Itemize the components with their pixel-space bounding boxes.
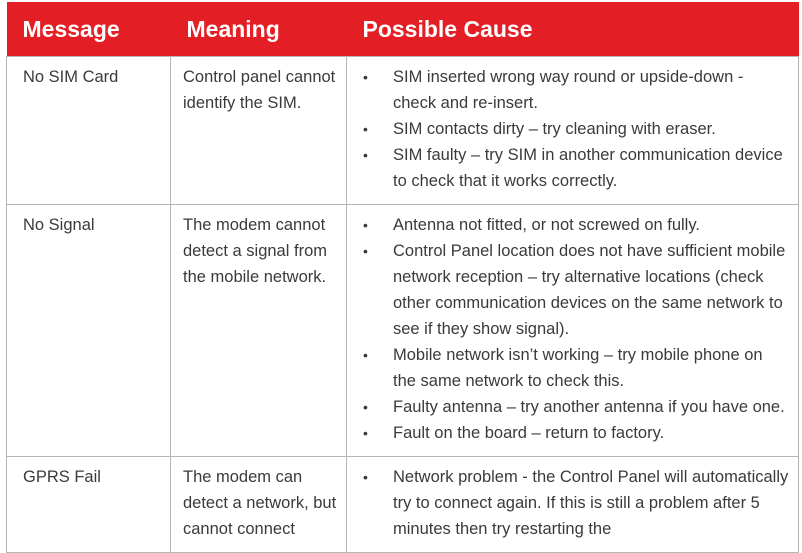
cause-item <box>357 394 790 420</box>
bullet-icon: • <box>363 243 368 259</box>
table-row <box>7 57 799 205</box>
table-row <box>7 205 799 457</box>
header-possible-cause: Possible Cause <box>347 2 799 57</box>
cause-text: Faulty antenna – try another antenna if you have one. <box>393 398 785 416</box>
cause-item <box>357 238 790 342</box>
header-message: Message <box>7 2 171 57</box>
header-meaning: Meaning <box>171 2 347 57</box>
cause-cell <box>347 457 799 553</box>
cause-text: Fault on the board – return to factory. <box>393 424 665 442</box>
cause-list <box>357 64 790 194</box>
meaning-cell: The modem can detect a network, but cannot connect <box>171 457 347 553</box>
meaning-cell: Control panel cannot identify the SIM. <box>171 57 347 205</box>
bullet-icon: • <box>363 121 368 137</box>
bullet-icon: • <box>363 469 368 485</box>
cause-text: Network problem - the Control Panel will automatically try to connect again. If this is still a problem after 5 minutes then try restarting the <box>393 468 789 538</box>
bullet-icon: • <box>363 399 368 415</box>
cause-text: Control Panel location does not have sufficient mobile network reception – try alternative locations (check other communication devices on the same network to see if they show signal). <box>393 242 786 338</box>
table-row <box>7 457 799 553</box>
bullet-icon: • <box>363 147 368 163</box>
cause-text: SIM inserted wrong way round or upside-down - check and re-insert. <box>393 68 744 112</box>
cause-item <box>357 342 790 394</box>
cause-cell <box>347 205 799 457</box>
cause-item <box>357 464 790 542</box>
bullet-icon: • <box>363 217 368 233</box>
message-cell: No Signal <box>7 205 171 457</box>
cause-text: SIM contacts dirty – try cleaning with eraser. <box>393 120 716 138</box>
cause-item <box>357 116 790 142</box>
troubleshooting-table <box>6 2 799 553</box>
cause-text: Antenna not fitted, or not screwed on fully. <box>393 216 700 234</box>
cause-text: Mobile network isn’t working – try mobile phone on the same network to check this. <box>393 346 763 390</box>
cause-list <box>357 212 790 446</box>
message-cell: No SIM Card <box>7 57 171 205</box>
table-header-row <box>7 2 799 57</box>
cause-item <box>357 212 790 238</box>
bullet-icon: • <box>363 69 368 85</box>
message-cell: GPRS Fail <box>7 457 171 553</box>
cause-text: SIM faulty – try SIM in another communication device to check that it works correctly. <box>393 146 783 190</box>
cause-item <box>357 64 790 116</box>
cause-item <box>357 420 790 446</box>
cause-list <box>357 464 790 542</box>
bullet-icon: • <box>363 347 368 363</box>
cause-item <box>357 142 790 194</box>
bullet-icon: • <box>363 425 368 441</box>
meaning-cell: The modem cannot detect a signal from the mobile network. <box>171 205 347 457</box>
cause-cell <box>347 57 799 205</box>
